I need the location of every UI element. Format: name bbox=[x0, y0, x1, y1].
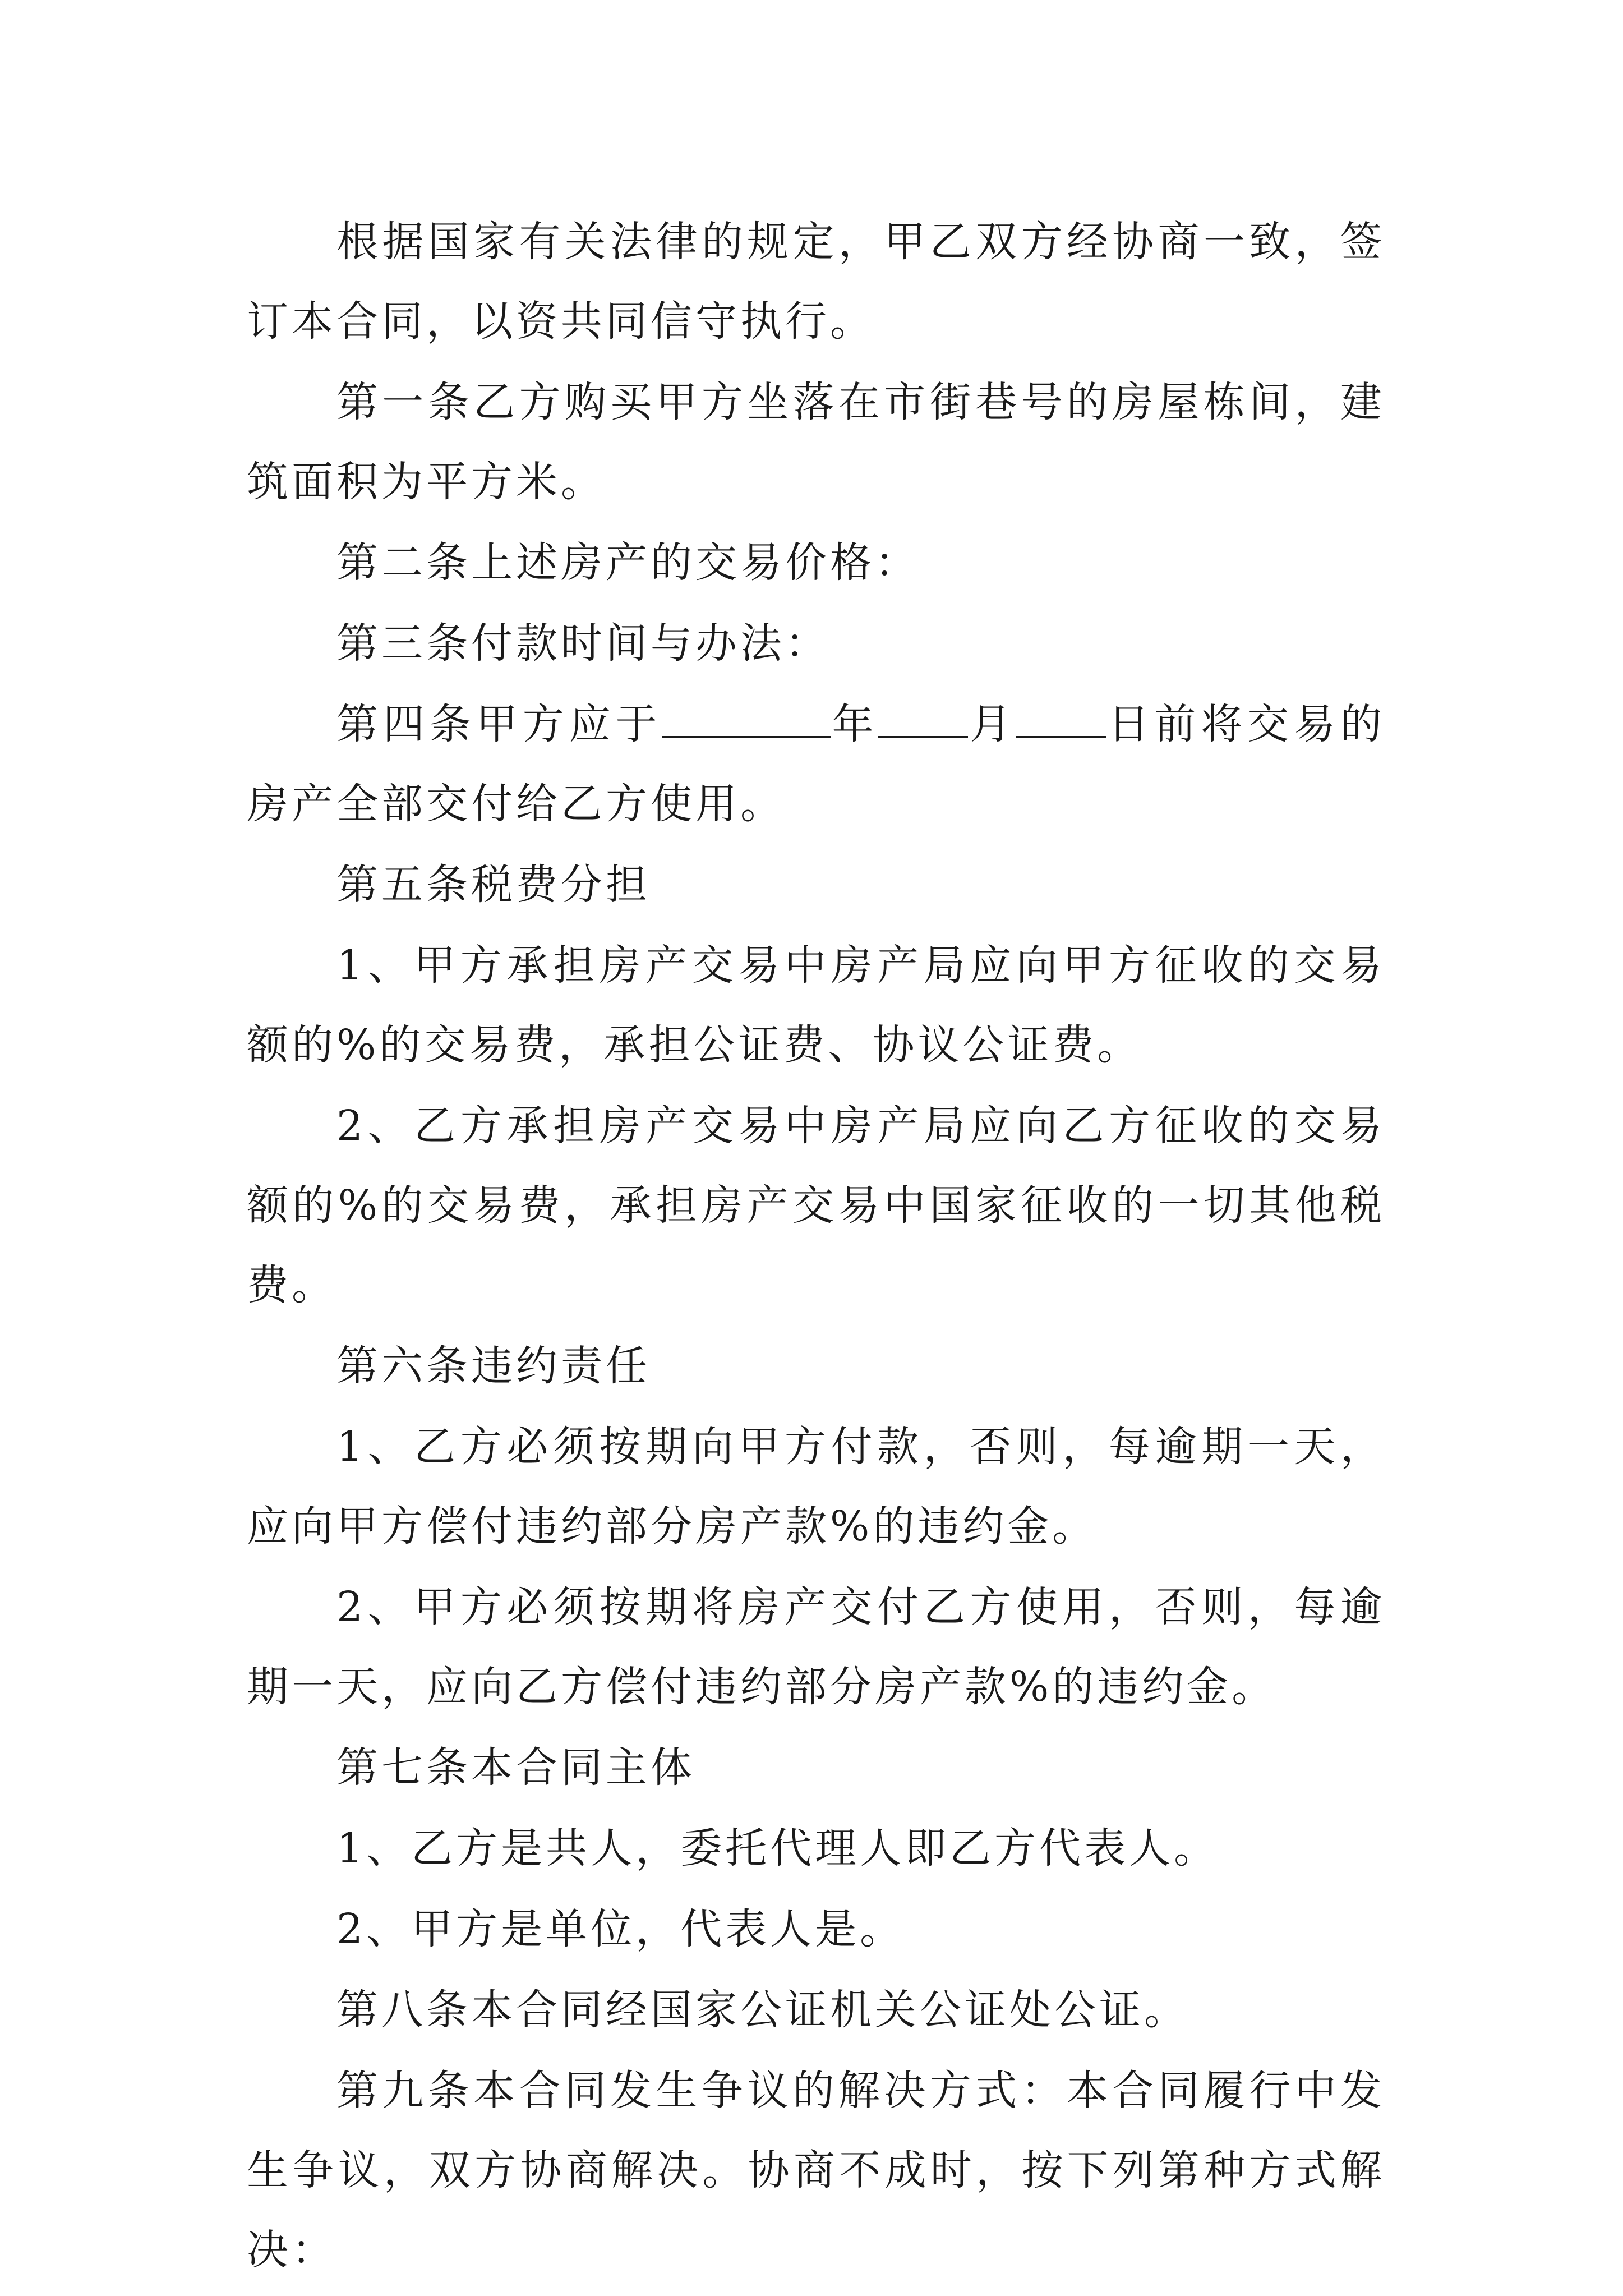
paragraph-article-3: 第三条付款时间与办法： bbox=[336, 619, 830, 668]
paragraph-article-1: 第一条乙方购买甲方坐落在市街巷号的房屋栋间，建筑面积为平方米。 bbox=[247, 378, 1385, 506]
blank-day bbox=[1016, 699, 1106, 738]
paragraph-article-6-item-2: 2、甲方必须按期将房产交付乙方使用，否则，每逾期一天，应向乙方偿付违约部分房产款%的违约金。 bbox=[247, 1583, 1385, 1711]
article-4-year-label: 年 bbox=[830, 700, 879, 748]
paragraph-article-4 bbox=[247, 684, 1385, 844]
paragraph-article-8: 第八条本合同经国家公证机关公证处公证。 bbox=[336, 1986, 1189, 2034]
paragraph-article-6-heading: 第六条违约责任 bbox=[336, 1342, 651, 1390]
paragraph-article-5-heading: 第五条税费分担 bbox=[336, 861, 651, 909]
article-4-month-label: 月 bbox=[968, 700, 1017, 748]
blank-month bbox=[878, 699, 968, 738]
paragraph-article-7-item-2: 2、甲方是单位，代表人是。 bbox=[336, 1905, 905, 1953]
paragraph-article-2: 第二条上述房产的交易价格： bbox=[336, 539, 920, 587]
article-4-prefix: 第四条甲方应于 bbox=[336, 700, 662, 748]
paragraph-article-5-item-2: 2、乙方承担房产交易中房产局应向乙方征收的交易额的%的交易费，承担房产交易中国家征收的一切其他税费。 bbox=[247, 1102, 1385, 1309]
paragraph-article-9: 第九条本合同发生争议的解决方式：本合同履行中发生争议，双方协商解决。协商不成时，按下列第种方式解决： bbox=[247, 2067, 1385, 2274]
paragraph-preamble: 根据国家有关法律的规定，甲乙双方经协商一致，签订本合同，以资共同信守执行。 bbox=[247, 218, 1385, 346]
paragraph-article-7-heading: 第七条本合同主体 bbox=[336, 1743, 695, 1792]
paragraph-article-5-item-1: 1、甲方承担房产交易中房产局应向甲方征收的交易额的%的交易费，承担公证费、协议公证费。 bbox=[247, 941, 1385, 1069]
article-4-suffix: 日前将交易的房产全部交付给乙方使用。 bbox=[247, 700, 1386, 828]
contract-body bbox=[247, 202, 1385, 2291]
paragraph-article-6-item-1: 1、乙方必须按期向甲方付款，否则，每逾期一天，应向甲方偿付违约部分房产款%的违约金。 bbox=[247, 1423, 1385, 1550]
paragraph-article-7-item-1: 1、乙方是共人，委托代理人即乙方代表人。 bbox=[336, 1824, 1219, 1872]
blank-year bbox=[662, 699, 831, 738]
